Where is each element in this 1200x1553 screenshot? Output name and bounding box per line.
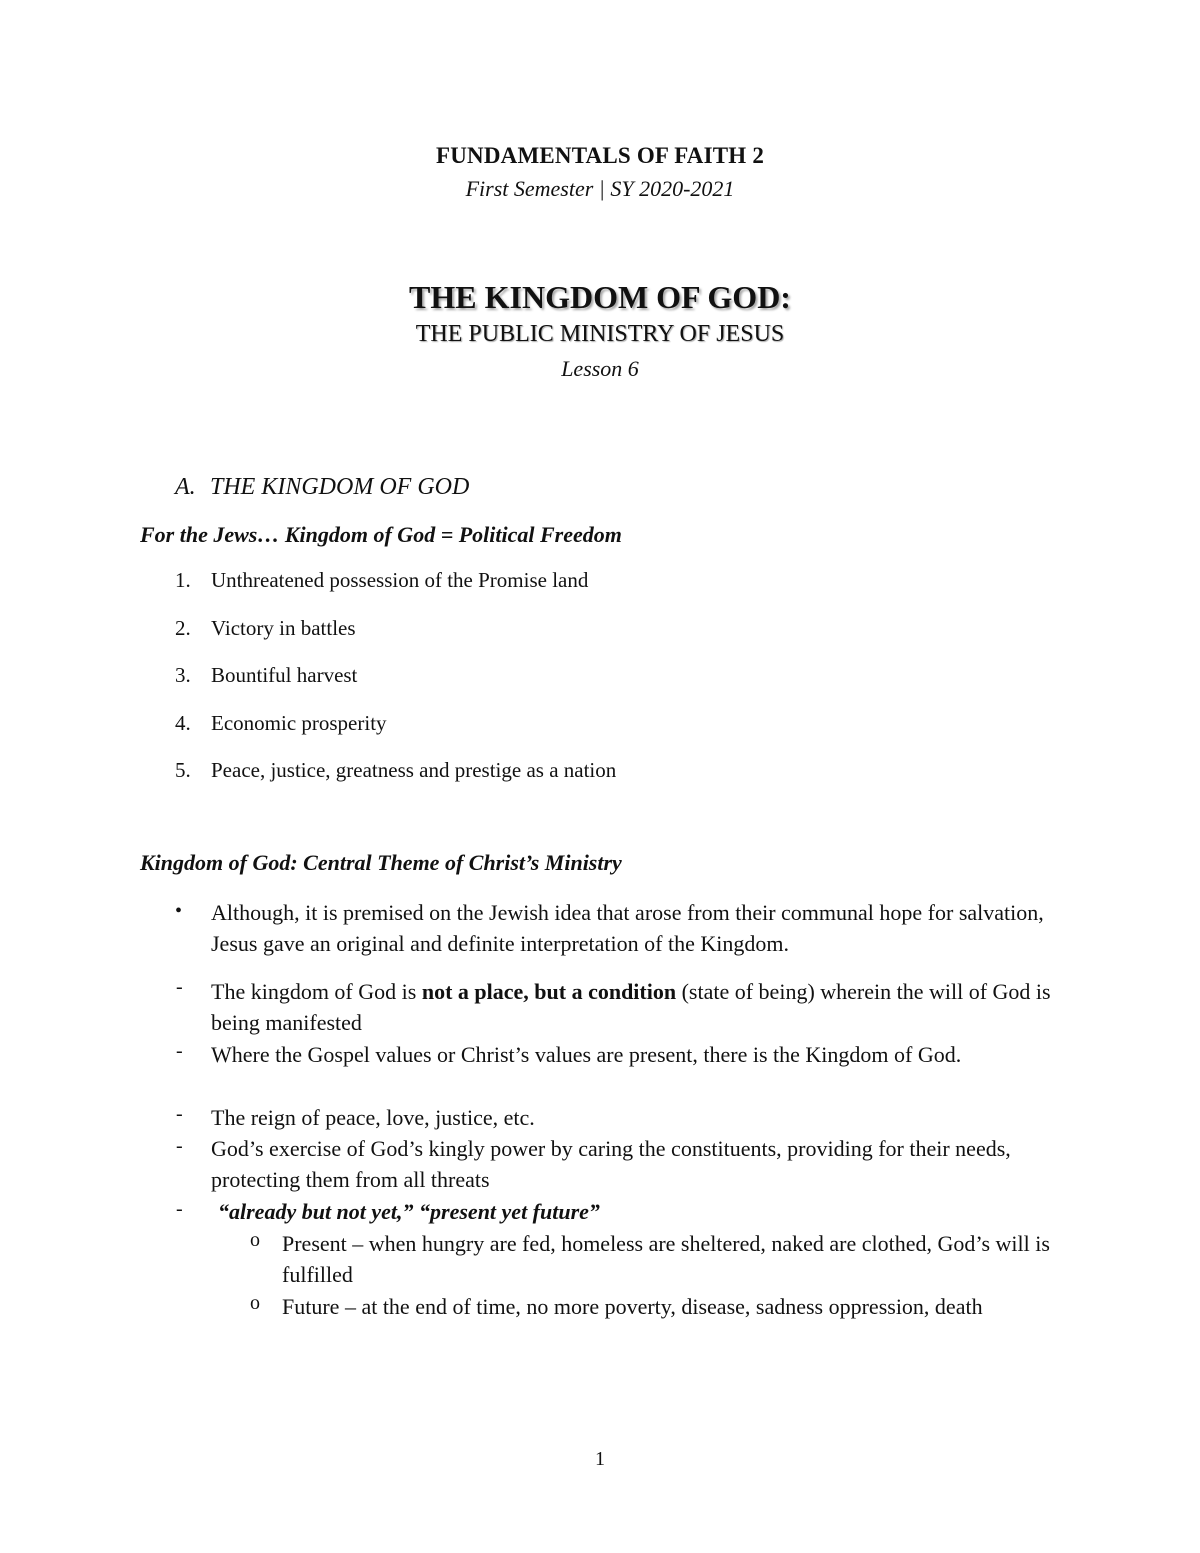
- list-item: [175, 758, 616, 783]
- dash-item-gospel-values: Where the Gospel values or Christ’s values are present, there is the Kingdom of God.: [211, 1042, 962, 1067]
- list-text: Victory in battles: [211, 616, 356, 640]
- dash-text: (state of being) wherein the will of God is being manifested: [211, 979, 1051, 1035]
- central-theme-heading: Kingdom of God: Central Theme of Christ’s Ministry: [140, 850, 622, 875]
- section-letter: A.: [175, 474, 196, 500]
- bullet-marker: •: [175, 900, 183, 922]
- list-item: [175, 711, 387, 736]
- dash-item-kingly-power: God’s exercise of God’s kingly power by caring the constituents, providing for their needs, protecting them from all threats: [211, 1136, 1011, 1192]
- list-number: 5.: [175, 758, 191, 782]
- dash-item-condition: [211, 976, 1071, 1038]
- dash-text: The kingdom of God is: [211, 979, 422, 1004]
- dash-marker: -: [176, 1103, 183, 1125]
- list-item: [175, 568, 588, 593]
- list-item: [175, 616, 356, 641]
- dash-marker: -: [176, 1040, 183, 1062]
- list-number: 4.: [175, 711, 191, 735]
- list-text: Economic prosperity: [211, 711, 387, 735]
- list-number: 3.: [175, 663, 191, 687]
- page-number: 1: [595, 1448, 605, 1470]
- lesson-title: THE KINGDOM OF GOD:: [409, 279, 791, 315]
- dash-bold-text: not a place, but a condition: [421, 979, 677, 1004]
- dash-marker: -: [176, 976, 183, 998]
- sub-bullet-marker: o: [250, 1229, 260, 1251]
- bullet-paragraph: Although, it is premised on the Jewish idea that arose from their communal hope for salvation, Jesus gave an original and definite interpretation of the Kingdom.: [211, 900, 1044, 956]
- list-number: 2.: [175, 616, 191, 640]
- list-text: Unthreatened possession of the Promise land: [211, 568, 589, 592]
- lesson-number: Lesson 6: [561, 356, 639, 381]
- dash-item-already-not-yet: “already but not yet,” “present yet future”: [218, 1199, 600, 1224]
- lesson-subtitle: THE PUBLIC MINISTRY OF JESUS: [415, 321, 785, 347]
- list-item: [175, 663, 357, 688]
- sub-bullet-marker: o: [250, 1292, 260, 1314]
- dash-marker: -: [176, 1198, 183, 1220]
- sub-item-future: Future – at the end of time, no more poverty, disease, sadness oppression, death: [282, 1294, 983, 1319]
- course-title: FUNDAMENTALS OF FAITH 2: [435, 143, 765, 168]
- sub-item-present: Present – when hungry are fed, homeless are sheltered, naked are clothed, God’s will is fulfilled: [282, 1231, 1050, 1287]
- section-heading-text: THE KINGDOM OF GOD: [210, 474, 470, 500]
- list-number: 1.: [175, 568, 191, 592]
- jews-heading: For the Jews… Kingdom of God = Political Freedom: [140, 522, 622, 547]
- semester-line: First Semester | SY 2020-2021: [465, 176, 735, 201]
- section-a-heading: [175, 474, 469, 501]
- list-text: Bountiful harvest: [211, 663, 358, 687]
- list-text: Peace, justice, greatness and prestige as a nation: [211, 758, 617, 782]
- dash-marker: -: [176, 1135, 183, 1157]
- dash-item-reign: The reign of peace, love, justice, etc.: [211, 1105, 535, 1130]
